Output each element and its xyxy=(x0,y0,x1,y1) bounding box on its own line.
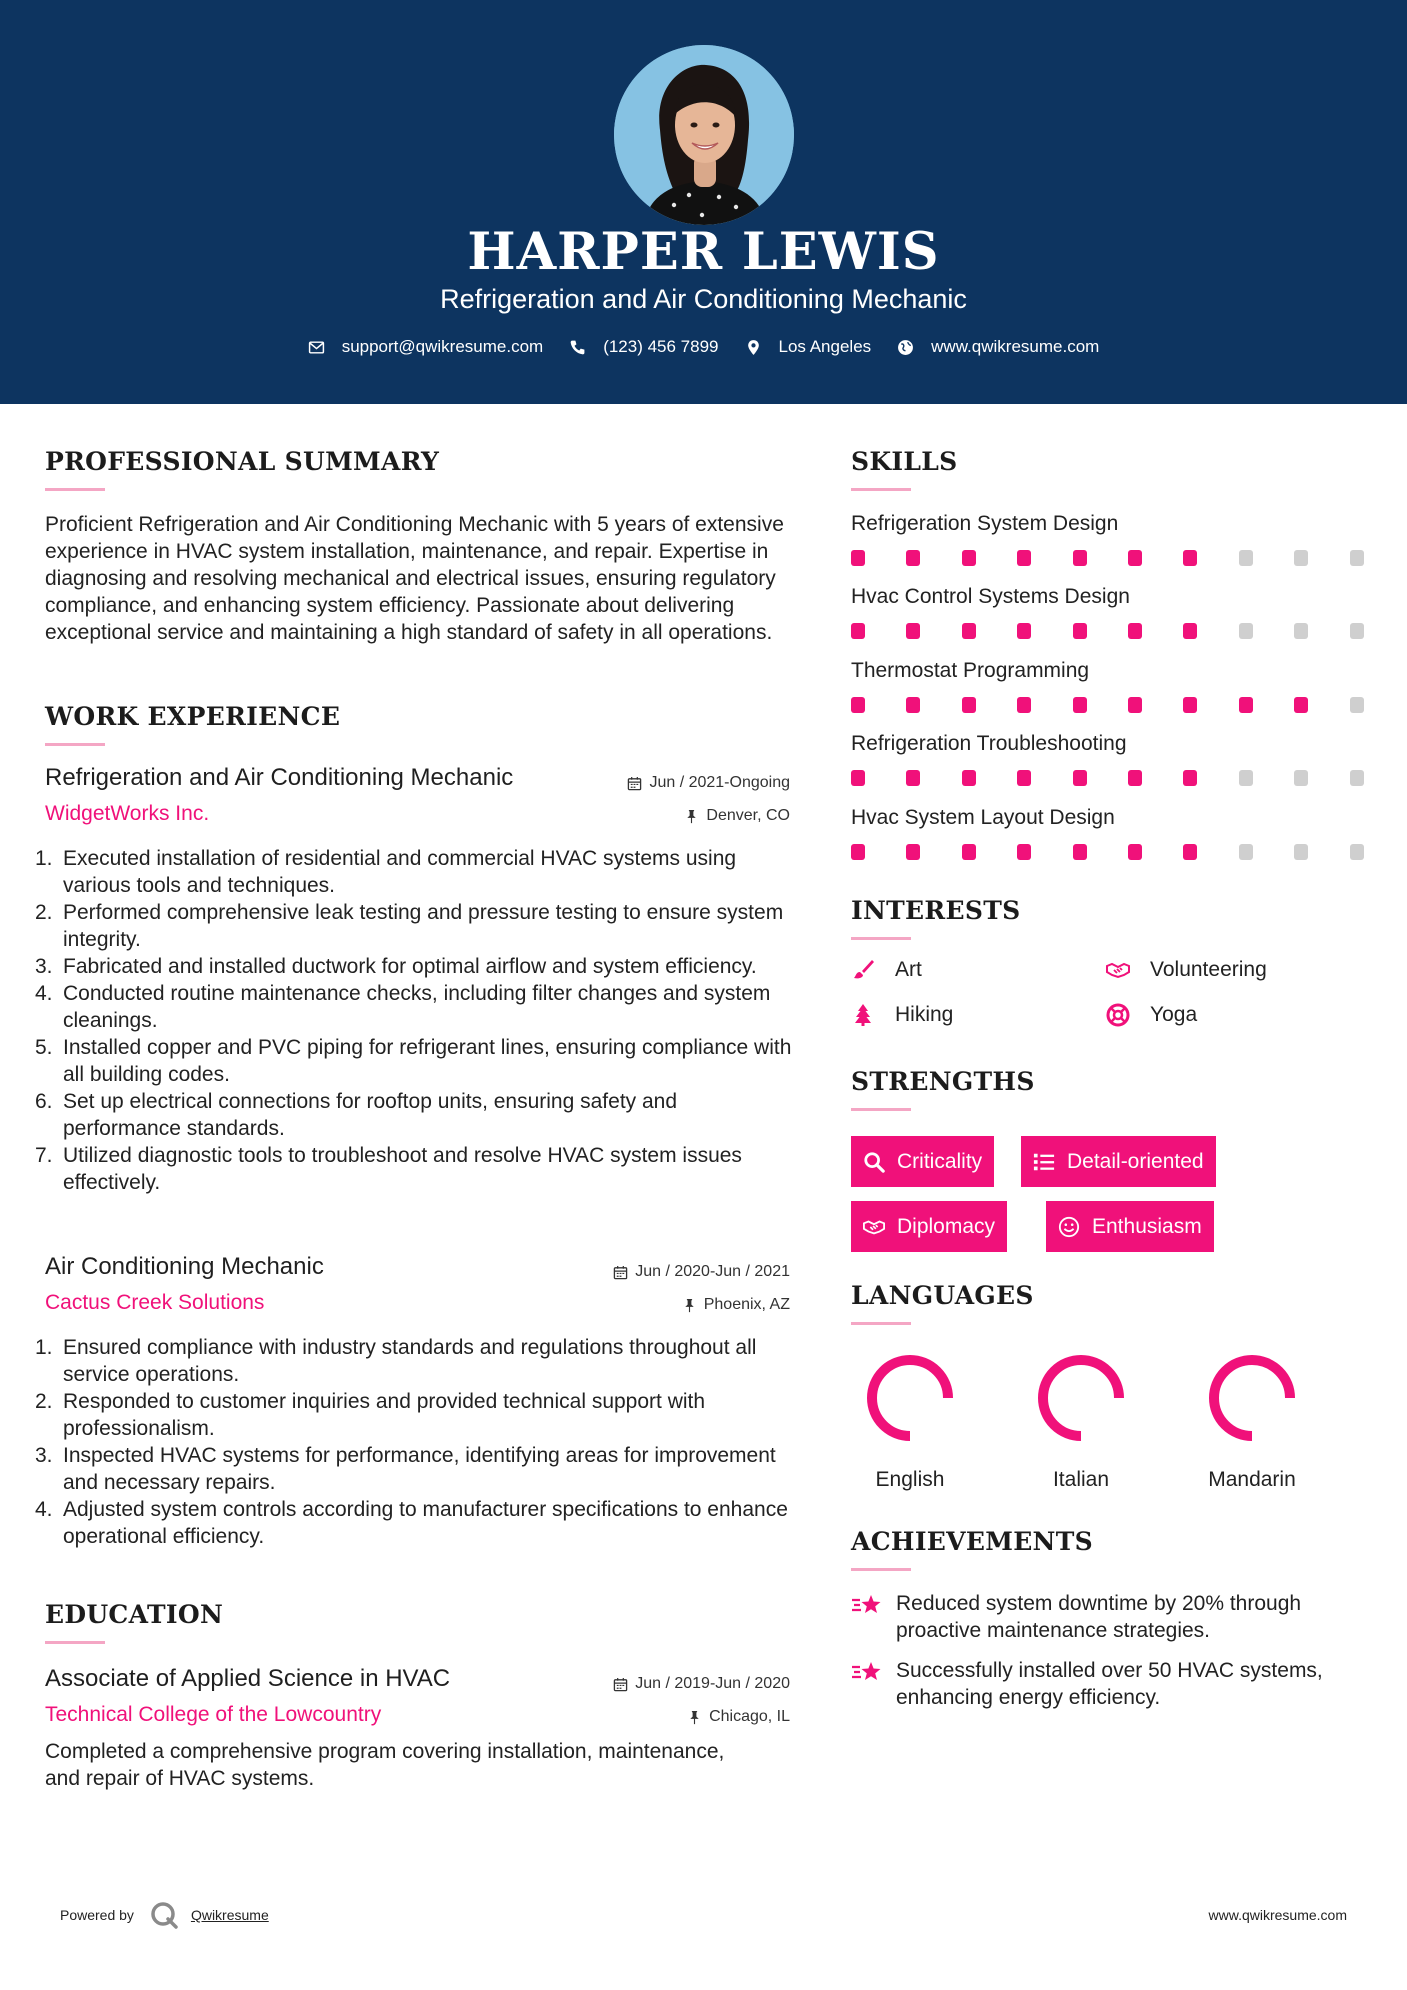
achievement-item xyxy=(851,1657,1371,1717)
qwikresume-logo-icon xyxy=(149,1900,179,1930)
footer-website[interactable]: www.qwikresume.com xyxy=(1208,1907,1347,1923)
summary-text: Proficient Refrigeration and Air Conditioning Mechanic with 5 years of extensive experience in HVAC system installation, maintenance, and repair. Expertise in diagnosing and resolving mechanical and electrical issues, ensuring regulatory compliance, and enhancing system efficiency. Passionate about delivering exceptional service and maintaining a high standard of safety in all operations. xyxy=(45,513,784,644)
rating-dot-filled xyxy=(851,697,865,713)
rating-dot-filled xyxy=(906,623,920,639)
envelope-icon xyxy=(308,339,325,356)
achievements-rule xyxy=(851,1568,911,1571)
rating-dot-empty xyxy=(1350,697,1364,713)
rating-dot-filled xyxy=(906,844,920,860)
list-item: 6. Set up electrical connections for rooftop units, ensuring safety and performance standards. xyxy=(35,1090,678,1140)
strength-label: Diplomacy xyxy=(897,1214,996,1238)
rating-dot-filled xyxy=(1128,623,1142,639)
email-text: support@qwikresume.com xyxy=(341,337,544,356)
job-2-bullets xyxy=(35,1334,795,1550)
contact-phone[interactable] xyxy=(569,337,718,357)
rating-dot-empty xyxy=(1350,844,1364,860)
job-location-text: Phoenix, AZ xyxy=(703,1296,790,1313)
summary-heading: PROFESSIONAL SUMMARY xyxy=(45,447,440,476)
skill-rating xyxy=(851,844,1366,860)
rating-dot-filled xyxy=(1017,697,1031,713)
rating-dot-filled xyxy=(1073,770,1087,786)
rating-dot-filled xyxy=(1128,844,1142,860)
location-text: Los Angeles xyxy=(778,337,872,356)
contact-location xyxy=(745,337,872,357)
rating-dot-empty xyxy=(1239,770,1253,786)
strength-label: Criticality xyxy=(897,1149,983,1173)
summary-rule xyxy=(45,488,105,491)
calendar-icon xyxy=(613,1677,628,1692)
interest-art xyxy=(851,958,922,982)
rating-dot-empty xyxy=(1350,623,1364,639)
interest-label: Art xyxy=(895,958,922,981)
skill-rating xyxy=(851,770,1366,786)
education-entry xyxy=(45,1665,790,1735)
rating-dot-filled xyxy=(1017,770,1031,786)
list-item: 2. Responded to customer inquiries and provided technical support with professionalism. xyxy=(35,1390,706,1440)
search-icon xyxy=(863,1151,885,1173)
rating-dot-filled xyxy=(851,550,865,566)
job-company: WidgetWorks Inc. xyxy=(45,802,210,825)
job-entry-1 xyxy=(45,764,790,834)
list-item: 3. Fabricated and installed ductwork for optimal airflow and system efficiency. xyxy=(35,955,757,978)
list-item: 4. Conducted routine maintenance checks, including filter changes and system cleanings. xyxy=(35,982,771,1032)
interest-label: Hiking xyxy=(895,1003,954,1026)
calendar-icon xyxy=(627,776,642,791)
rating-dot-filled xyxy=(1073,844,1087,860)
list-item: 4. Adjusted system controls according to manufacturer specifications to enhance operational efficiency. xyxy=(35,1498,788,1548)
interest-volunteering xyxy=(1106,958,1267,982)
rating-dot-filled xyxy=(1183,623,1197,639)
contact-website[interactable] xyxy=(897,337,1099,357)
rating-dot-filled xyxy=(1183,550,1197,566)
language-label: English xyxy=(875,1468,945,1491)
rating-dot-empty xyxy=(1350,770,1364,786)
skill-name: Hvac Control Systems Design xyxy=(851,585,1130,608)
job-title: Refrigeration and Air Conditioning Mechanic xyxy=(45,764,514,791)
strength-chip-criticality xyxy=(851,1136,994,1187)
list-item: 1. Ensured compliance with industry standards and regulations throughout all service operations. xyxy=(35,1336,757,1386)
rating-dot-filled xyxy=(1294,697,1308,713)
education-heading: EDUCATION xyxy=(45,1600,224,1629)
phone-text: (123) 456 7899 xyxy=(603,337,719,356)
contact-bar xyxy=(0,337,1407,357)
education-dates xyxy=(613,1675,790,1693)
rating-dot-empty xyxy=(1239,844,1253,860)
rating-dot-filled xyxy=(1017,550,1031,566)
lifebuoy-icon xyxy=(1106,1003,1130,1027)
skills-heading: SKILLS xyxy=(851,447,958,476)
rating-dot-empty xyxy=(1294,844,1308,860)
interest-label: Volunteering xyxy=(1150,958,1267,981)
handshake-icon xyxy=(863,1216,885,1238)
education-description: Completed a comprehensive program covering installation, maintenance, and repair of HVAC systems. xyxy=(45,1740,725,1790)
languages-heading: LANGUAGES xyxy=(851,1281,1034,1310)
achievement-item xyxy=(851,1590,1371,1650)
profile-photo xyxy=(614,45,794,225)
website-text: www.qwikresume.com xyxy=(931,337,1100,356)
job-dates-text: Jun / 2020-Jun / 2021 xyxy=(635,1263,790,1280)
degree-title: Associate of Applied Science in HVAC xyxy=(45,1665,451,1692)
brand-link[interactable]: Qwikresume xyxy=(190,1907,269,1923)
education-location xyxy=(687,1708,790,1726)
rating-dot-filled xyxy=(1183,770,1197,786)
list-item: 3. Inspected HVAC systems for performance, identifying areas for improvement and necessary repairs. xyxy=(35,1444,776,1494)
strength-label: Detail-oriented xyxy=(1067,1149,1204,1173)
globe-icon xyxy=(897,339,914,356)
candidate-title: Refrigeration and Air Conditioning Mechanic xyxy=(440,284,967,314)
pushpin-icon xyxy=(684,809,699,824)
list-item: 5. Installed copper and PVC piping for refrigerant lines, ensuring compliance with all building codes. xyxy=(35,1036,792,1086)
list-icon xyxy=(1033,1151,1055,1173)
powered-by-label: Powered by xyxy=(60,1907,134,1923)
strength-chip-diplomacy xyxy=(851,1201,1007,1252)
education-dates-text: Jun / 2019-Jun / 2020 xyxy=(635,1675,790,1692)
rating-dot-empty xyxy=(1239,623,1253,639)
language-mandarin xyxy=(1192,1348,1312,1492)
job-entry-2 xyxy=(45,1253,790,1323)
person-photo-icon xyxy=(614,45,794,225)
job-dates-text: Jun / 2021-Ongoing xyxy=(649,774,790,791)
job-1-bullets xyxy=(35,845,795,1196)
resume-header xyxy=(0,0,1407,404)
skill-rating xyxy=(851,550,1366,566)
job-dates xyxy=(613,1263,790,1281)
rating-dot-filled xyxy=(962,697,976,713)
rating-dot-empty xyxy=(1239,550,1253,566)
candidate-name: HARPER LEWIS xyxy=(467,222,940,282)
rating-dot-filled xyxy=(962,550,976,566)
rating-dot-filled xyxy=(1017,623,1031,639)
skill-name: Refrigeration System Design xyxy=(851,512,1119,535)
rating-dot-filled xyxy=(1073,623,1087,639)
strengths-rule xyxy=(851,1108,911,1111)
job-dates xyxy=(627,774,790,792)
rating-dot-empty xyxy=(1294,550,1308,566)
list-item: 7. Utilized diagnostic tools to troubleshoot and resolve HVAC system issues effectively. xyxy=(35,1144,742,1194)
language-label: Mandarin xyxy=(1208,1468,1296,1491)
skill-name: Thermostat Programming xyxy=(851,659,1090,682)
rating-dot-empty xyxy=(1294,623,1308,639)
handshake-icon xyxy=(1106,958,1130,982)
rating-dot-filled xyxy=(1128,697,1142,713)
rating-dot-filled xyxy=(1128,770,1142,786)
interests-rule xyxy=(851,937,911,940)
language-progress-ring xyxy=(1202,1348,1302,1448)
rating-dot-filled xyxy=(906,550,920,566)
job-location xyxy=(682,1296,790,1314)
shooting-star-icon xyxy=(851,1592,883,1620)
rating-dot-filled xyxy=(1183,697,1197,713)
phone-icon xyxy=(569,339,586,356)
contact-email[interactable] xyxy=(308,337,544,357)
list-item: 1. Executed installation of residential and commercial HVAC systems using various tools and techniques. xyxy=(35,847,737,897)
paintbrush-icon xyxy=(851,958,875,982)
achievement-text: Reduced system downtime by 20% through proactive maintenance strategies. xyxy=(896,1592,1302,1642)
rating-dot-filled xyxy=(962,770,976,786)
job-location-text: Denver, CO xyxy=(706,807,790,824)
achievement-text: Successfully installed over 50 HVAC systems, enhancing energy efficiency. xyxy=(896,1659,1323,1709)
rating-dot-filled xyxy=(851,770,865,786)
experience-heading: WORK EXPERIENCE xyxy=(45,702,341,731)
interest-hiking xyxy=(851,1003,953,1027)
rating-dot-filled xyxy=(1239,697,1253,713)
powered-by xyxy=(60,1900,269,1930)
strength-chip-detail-oriented xyxy=(1021,1136,1216,1187)
tree-icon xyxy=(851,1003,875,1027)
languages-rule xyxy=(851,1322,911,1325)
skills-rule xyxy=(851,488,911,491)
shooting-star-icon xyxy=(851,1659,883,1687)
strength-label: Enthusiasm xyxy=(1092,1214,1202,1238)
interest-yoga xyxy=(1106,1003,1197,1027)
achievements-heading: ACHIEVEMENTS xyxy=(851,1527,1093,1556)
rating-dot-filled xyxy=(1073,697,1087,713)
language-progress-ring xyxy=(1031,1348,1131,1448)
rating-dot-filled xyxy=(851,623,865,639)
language-progress-ring xyxy=(860,1348,960,1448)
pushpin-icon xyxy=(687,1710,702,1725)
map-pin-icon xyxy=(745,339,762,356)
interest-label: Yoga xyxy=(1150,1003,1198,1026)
job-location xyxy=(684,807,790,825)
job-company: Cactus Creek Solutions xyxy=(45,1291,265,1314)
rating-dot-empty xyxy=(1350,550,1364,566)
school-name: Technical College of the Lowcountry xyxy=(45,1703,382,1726)
rating-dot-filled xyxy=(962,623,976,639)
rating-dot-filled xyxy=(906,770,920,786)
rating-dot-empty xyxy=(1294,770,1308,786)
list-item: 2. Performed comprehensive leak testing and pressure testing to ensure system integrity. xyxy=(35,901,784,951)
pushpin-icon xyxy=(682,1298,697,1313)
skill-rating xyxy=(851,623,1366,639)
language-english xyxy=(850,1348,970,1492)
interests-heading: INTERESTS xyxy=(851,896,1021,925)
rating-dot-filled xyxy=(851,844,865,860)
skill-rating xyxy=(851,697,1366,713)
job-title: Air Conditioning Mechanic xyxy=(45,1253,324,1280)
rating-dot-filled xyxy=(1073,550,1087,566)
strength-chip-enthusiasm xyxy=(1046,1201,1214,1252)
education-location-text: Chicago, IL xyxy=(709,1708,790,1725)
calendar-icon xyxy=(613,1265,628,1280)
education-rule xyxy=(45,1641,105,1644)
strengths-heading: STRENGTHS xyxy=(851,1067,1035,1096)
smile-icon xyxy=(1058,1216,1080,1238)
rating-dot-filled xyxy=(1183,844,1197,860)
rating-dot-filled xyxy=(1128,550,1142,566)
language-label: Italian xyxy=(1052,1468,1110,1491)
skill-name: Hvac System Layout Design xyxy=(851,806,1115,829)
experience-rule xyxy=(45,743,105,746)
skill-name: Refrigeration Troubleshooting xyxy=(851,732,1127,755)
rating-dot-filled xyxy=(906,697,920,713)
language-italian xyxy=(1021,1348,1141,1492)
rating-dot-filled xyxy=(962,844,976,860)
rating-dot-filled xyxy=(1017,844,1031,860)
